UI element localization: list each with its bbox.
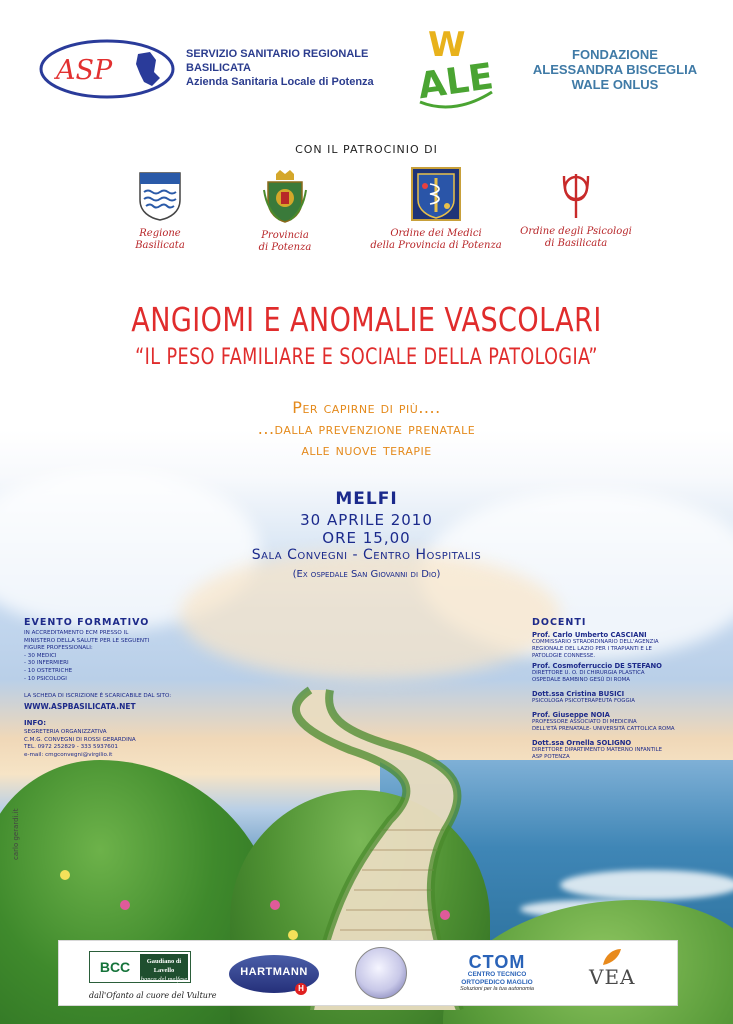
docente-role: ASP POTENZA [532,754,570,760]
docente-role: PROFESSORE ASSOCIATO DI MEDICINA [532,719,637,725]
bcc-bank-name [140,954,188,983]
docente-name: Prof. Carlo Umberto CASCIANI [532,631,647,639]
intro-line-3: FIGURE PROFESSIONALI: [24,645,93,652]
docente-role: OSPEDALE BAMBINO GESÙ DI ROMA [532,677,630,683]
asp-line-1: SERVIZIO SANITARIO REGIONALE [186,48,369,60]
info-secretariat: SEGRETERIA ORGANIZZATIVA [24,729,107,735]
wale-line-3: WALE ONLUS [571,77,659,92]
figure-infermieri: - 30 INFERMIERI [24,660,69,667]
svg-text:ALE: ALE [415,56,496,108]
patron-ordine-medici [368,166,504,252]
docente-role: PSICOLOGA PSICOTERAPEUTA FOGGIA [532,698,635,704]
docente-name: Dott.ssa Cristina BUSICI [532,690,625,698]
patron-1-line-2: Basilicata [135,240,185,251]
bcc-tagline: dall'Ofanto al cuore del Vulture [89,991,217,1000]
patron-regione-basilicata [118,170,202,252]
psi-symbol-icon [556,172,596,220]
ctom-mark: CTOM [468,952,526,972]
vea-logo: VEA [589,965,636,989]
figure-psicologi: - 10 PSICOLOGI [24,675,67,682]
patron-2-line-2: di Potenza [258,242,312,253]
asp-line-3: Azienda Sanitaria Locale di Potenza [186,76,374,88]
patron-1-line-1: Regione [139,228,181,239]
ctom-line-1: CENTRO TECNICO [467,971,527,978]
download-note: LA SCHEDA DI ISCRIZIONE È SCARICABILE DAL SITO: [24,693,172,699]
website-link[interactable]: WWW.ASPBASILICATA.NET [24,702,136,711]
evento-intro [24,630,149,683]
wale-line-1: FONDAZIONE [572,47,658,62]
sponsor-bar [58,940,678,1006]
tagline-line-3: alle nuove terapie [301,440,432,459]
patron-3-line-1: Ordine dei Medici [390,228,482,239]
patronage-label: CON IL PATROCINIO DI [295,143,438,156]
info-label: INFO: [24,719,46,727]
event-date: 30 APRILE 2010 [300,511,433,529]
hartmann-mark: H [295,983,307,995]
evento-formativo-heading: EVENTO FORMATIVO [24,617,150,628]
svg-text:W: W [428,25,466,65]
ctom-logo [447,953,547,993]
info-email[interactable]: e-mail: cmgconvegni@virgilio.it [24,751,113,758]
info-block [24,729,136,759]
patron-4-line-1: Ordine degli Psicologi [520,226,632,237]
docente-name: Prof. Cosmoferruccio DE STEFANO [532,662,662,670]
docente-role: REGIONALE DEL LAZIO PER I TRAPIANTI E LE [532,646,652,652]
docenti-heading: DOCENTI [532,617,587,628]
event-city: MELFI [335,489,398,509]
info-phone: TEL. 0972 252829 - 333 5937601 [24,744,118,751]
bcc-bank-line-1: Gaudiano di Lavello [146,958,182,974]
event-time: ORE 15,00 [322,529,411,547]
docente-item [532,711,675,733]
docente-item [532,690,635,705]
docente-item [532,631,659,660]
patron-2-line-1: Provincia [261,230,309,241]
asp-line-2: BASILICATA [186,62,251,74]
event-venue: Sala Convegni - Centro Hospitalis [251,547,482,563]
wale-logo [410,22,500,110]
docente-role: PATOLOGIE CONNESSE. [532,653,596,659]
asp-organization-text [186,47,374,89]
vea-leaf-icon [601,947,623,967]
provincia-potenza-crest-icon [262,170,308,224]
conference-title: ANGIOMI E ANOMALIE VASCOLARI [131,300,602,339]
association-round-logo [355,947,407,999]
info-company: C.M.G. CONVEGNI DI ROSSI GERARDINA [24,736,136,743]
ordine-medici-crest-icon [410,166,462,222]
docente-name: Dott.ssa Ornella SOLIGNO [532,739,632,747]
bcc-bank-line-2: banca del melfese [140,976,188,983]
ctom-line-2: ORTOPEDICO MAGLIO [461,978,533,986]
docente-role: DIRETTORE DIPARTIMENTO MATERNO INFANTILE [532,747,662,753]
artist-credit: carlo gerardi.it [12,808,20,860]
conference-subtitle: “IL PESO FAMILIARE E SOCIALE DELLA PATOLOGIA” [135,345,598,370]
docente-name: Prof. Giuseppe NOIA [532,711,610,719]
svg-text:ASP: ASP [56,55,113,86]
docente-role: DELL'ETÀ PRENATALE- UNIVERSITÀ CATTOLICA ROMA [532,726,675,732]
ctom-slogan: Soluzioni per la tua autonomia [460,986,534,992]
asp-logo [38,38,176,100]
bcc-mark: BCC [99,959,131,975]
intro-line-1: IN ACCREDITAMENTO ECM PRESSO IL [24,630,129,636]
docente-role: COMMISSARIO STRAORDINARIO DELL'AGENZIA [532,639,659,645]
docente-item [532,739,662,761]
bcc-logo [89,951,191,983]
wale-foundation-text [500,47,730,92]
tagline-line-2: ...dalla prevenzione prenatale [257,419,476,438]
intro-line-2: MINISTERO DELLA SALUTE PER LE SEGUENTI [24,637,150,644]
figure-ostetriche: - 10 OSTETRICHE [24,667,73,674]
patron-ordine-psicologi [520,172,632,250]
patron-provincia-potenza [240,170,330,254]
docente-role: DIRETTORE U. O. DI CHIRURGIA PLASTICA [532,670,645,676]
patron-3-line-2: della Provincia di Potenza [370,240,502,251]
event-venue-note: (Ex ospedale San Giovanni di Dio) [292,569,441,580]
wale-line-2: ALESSANDRA BISCEGLIA [532,62,698,77]
patron-4-line-2: di Basilicata [544,238,608,249]
figure-medici: - 30 MEDICI [24,652,57,659]
tagline-line-1: Per capirne di più.... [292,398,441,417]
docente-item [532,662,662,684]
hartmann-logo: HARTMANN [229,955,319,993]
regione-basilicata-shield-icon [137,170,183,222]
